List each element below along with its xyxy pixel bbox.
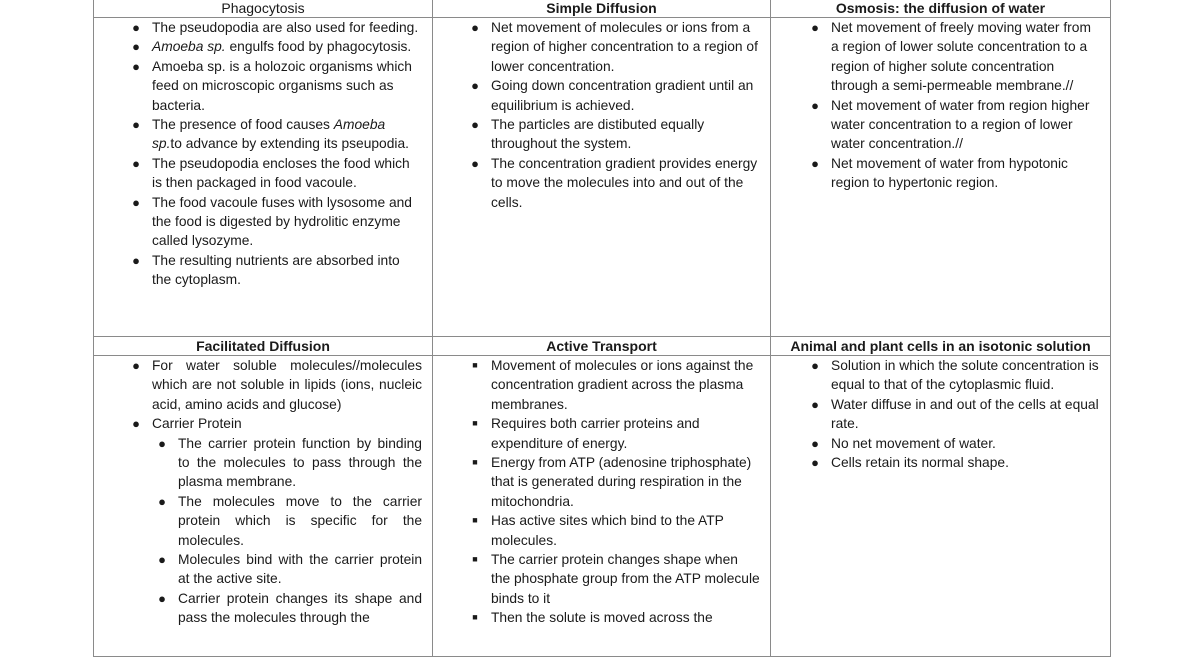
header-isotonic-solution: Animal and plant cells in an isotonic solution <box>771 337 1111 356</box>
active-transport-list <box>433 356 770 628</box>
list-item: ● The presence of food causes Amoeba sp.to advance by extending its pseupodia. <box>152 115 422 154</box>
square-bullet-icon: ■ <box>472 418 478 429</box>
list-item: ● The particles are distibuted equally throughout the system. <box>491 115 760 154</box>
list-item: ● The pseudopodia encloses the food which is then packaged in food vacoule. <box>152 154 422 193</box>
header-active-transport: Active Transport <box>433 337 771 356</box>
bullet-icon: ● <box>158 590 166 606</box>
bullet-icon: ● <box>132 252 140 268</box>
bullet-icon: ● <box>132 117 140 133</box>
list-item: ■ Energy from ATP (adenosine triphosphate) that is generated during respiration in the mitochondria. <box>491 453 760 511</box>
bullet-icon: ● <box>811 455 819 471</box>
bullet-icon: ● <box>132 416 140 432</box>
list-item: ● Net movement of molecules or ions from a region of higher concentration to a region of lower concentration. <box>491 18 760 76</box>
square-bullet-icon: ■ <box>472 554 478 565</box>
simple-diffusion-cell <box>433 18 771 337</box>
bullet-icon: ● <box>811 20 819 35</box>
bullet-icon: ● <box>811 358 819 373</box>
phagocytosis-list <box>94 18 432 290</box>
bullet-icon: ● <box>811 435 819 451</box>
bullet-icon: ● <box>471 20 479 35</box>
header-facilitated-diffusion: Facilitated Diffusion <box>94 337 433 356</box>
header-simple-diffusion: Simple Diffusion <box>433 0 771 18</box>
facilitated-diffusion-cell <box>94 356 433 657</box>
list-item: ● Net movement of freely moving water from a region of lower solute concentration to a region of higher solute concentration through a semi-permeable membrane.// <box>831 18 1100 96</box>
carrier-protein-sublist <box>152 434 422 628</box>
square-bullet-icon: ■ <box>472 457 478 468</box>
list-item: ● The concentration gradient provides energy to move the molecules into and out of the cells. <box>491 154 760 212</box>
bottom-notes-table <box>93 336 1111 657</box>
osmosis-cell <box>771 18 1111 337</box>
square-bullet-icon: ■ <box>472 515 478 526</box>
simple-diffusion-list <box>433 18 770 212</box>
header-osmosis: Osmosis: the diffusion of water <box>771 0 1111 18</box>
list-item: ● Solution in which the solute concentration is equal to that of the cytoplasmic fluid. <box>831 356 1100 395</box>
list-item: ■ Requires both carrier proteins and expenditure of energy. <box>491 414 760 453</box>
bullet-icon: ● <box>811 396 819 412</box>
list-item: ● Carrier Protein ● The carrier protein function by binding to the molecules to pass through the plasma membrane. ● The molecules move to the carrier protein which is specific for the molecules. ● Molecules bind with the carrier protein at the active site. ● Carrier protein changes its shape and pass the molecules through the <box>152 414 422 627</box>
square-bullet-icon: ■ <box>472 612 478 623</box>
list-item: ● Water diffuse in and out of the cells at equal rate. <box>831 395 1100 434</box>
header-phagocytosis: Phagocytosis <box>94 0 433 18</box>
bullet-icon: ● <box>132 194 140 210</box>
list-item: ● No net movement of water. <box>831 434 1100 453</box>
top-notes-table <box>93 0 1111 337</box>
bullet-icon: ● <box>132 39 140 55</box>
list-item: ● Amoeba sp. is a holozoic organisms which feed on microscopic organisms such as bacteria. <box>152 57 422 115</box>
list-item: ● The resulting nutrients are absorbed into the cytoplasm. <box>152 251 422 290</box>
bullet-icon: ● <box>811 155 819 171</box>
bullet-icon: ● <box>471 78 479 94</box>
list-item: ■ Has active sites which bind to the ATP molecules. <box>491 511 760 550</box>
phagocytosis-cell <box>94 18 433 337</box>
list-item: ● The pseudopodia are also used for feeding. <box>152 18 422 37</box>
list-item: ● Amoeba sp. engulfs food by phagocytosis. <box>152 37 422 56</box>
list-item: ● The molecules move to the carrier protein which is specific for the molecules. <box>178 492 422 550</box>
isotonic-list <box>771 356 1110 472</box>
list-item: ● The food vacoule fuses with lysosome and the food is digested by hydrolitic enzyme called lysozyme. <box>152 193 422 251</box>
list-item: ● Molecules bind with the carrier protein at the active site. <box>178 550 422 589</box>
list-item: ● Net movement of water from hypotonic region to hypertonic region. <box>831 154 1100 193</box>
bullet-icon: ● <box>132 58 140 74</box>
facilitated-diffusion-list <box>94 356 432 628</box>
active-transport-cell <box>433 356 771 657</box>
bullet-icon: ● <box>158 435 166 451</box>
bullet-icon: ● <box>471 155 479 171</box>
bullet-icon: ● <box>811 97 819 113</box>
bullet-icon: ● <box>158 552 166 568</box>
list-item: ● Cells retain its normal shape. <box>831 453 1100 472</box>
list-item: ● Going down concentration gradient until an equilibrium is achieved. <box>491 76 760 115</box>
bullet-icon: ● <box>132 358 140 373</box>
list-item: ● The carrier protein function by binding to the molecules to pass through the plasma membrane. <box>178 434 422 492</box>
bullet-icon: ● <box>158 493 166 509</box>
osmosis-list <box>771 18 1110 193</box>
square-bullet-icon: ■ <box>472 360 478 370</box>
bullet-icon: ● <box>132 20 140 35</box>
list-item: ● Net movement of water from region higher water concentration to a region of lower water concentration.// <box>831 96 1100 154</box>
list-item: ● Carrier protein changes its shape and pass the molecules through the <box>178 589 422 628</box>
bullet-icon: ● <box>471 117 479 133</box>
list-item: ■ The carrier protein changes shape when the phosphate group from the ATP molecule binds to it <box>491 550 760 608</box>
bullet-icon: ● <box>132 155 140 171</box>
list-item: ● For water soluble molecules//molecules which are not soluble in lipids (ions, nucleic acid, amino acids and glucose) <box>152 356 422 414</box>
isotonic-cell <box>771 356 1111 657</box>
list-item: ■ Movement of molecules or ions against the concentration gradient across the plasma membranes. <box>491 356 760 414</box>
list-item: ■ Then the solute is moved across the <box>491 608 760 627</box>
